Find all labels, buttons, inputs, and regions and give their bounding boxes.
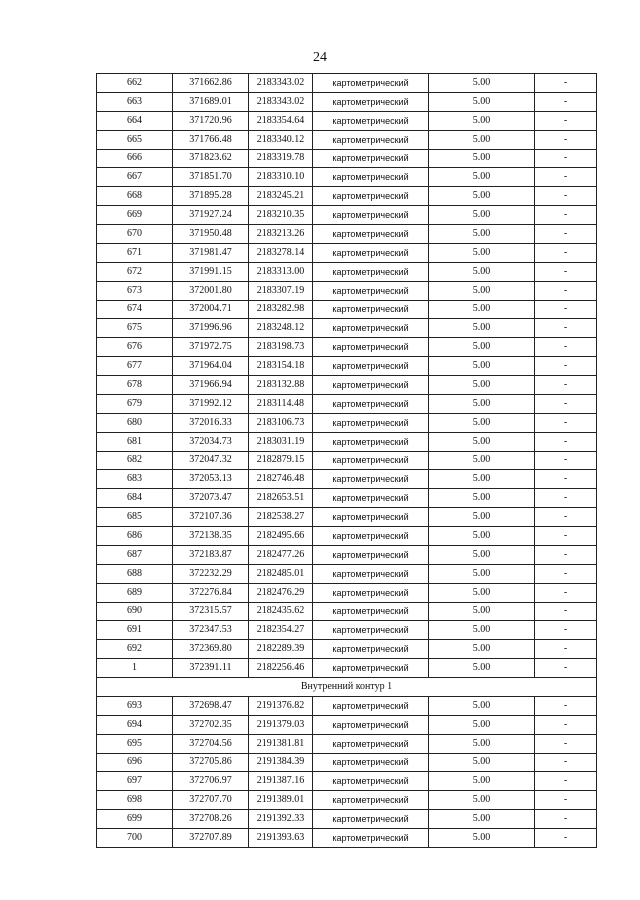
x-coordinate-cell: 372706.97	[173, 772, 249, 791]
point-number-cell: 695	[97, 734, 173, 753]
note-cell: -	[535, 621, 597, 640]
x-coordinate-cell: 372347.53	[173, 621, 249, 640]
method-cell: картометрический	[313, 602, 429, 621]
accuracy-cell: 5.00	[429, 432, 535, 451]
note-cell: -	[535, 772, 597, 791]
method-cell: картометрический	[313, 338, 429, 357]
y-coordinate-cell: 2191384.39	[249, 753, 313, 772]
method-cell: картометрический	[313, 715, 429, 734]
table-row	[97, 734, 597, 753]
y-coordinate-cell: 2182476.29	[249, 583, 313, 602]
point-number-cell: 664	[97, 111, 173, 130]
accuracy-cell: 5.00	[429, 791, 535, 810]
method-cell: картометрический	[313, 300, 429, 319]
coordinates-table-body	[97, 74, 597, 848]
x-coordinate-cell: 372702.35	[173, 715, 249, 734]
accuracy-cell: 5.00	[429, 149, 535, 168]
accuracy-cell: 5.00	[429, 696, 535, 715]
y-coordinate-cell: 2183248.12	[249, 319, 313, 338]
table-row	[97, 187, 597, 206]
table-row	[97, 621, 597, 640]
point-number-cell: 1	[97, 659, 173, 678]
accuracy-cell: 5.00	[429, 715, 535, 734]
y-coordinate-cell: 2182354.27	[249, 621, 313, 640]
table-row	[97, 413, 597, 432]
x-coordinate-cell: 372138.35	[173, 527, 249, 546]
note-cell: -	[535, 92, 597, 111]
y-coordinate-cell: 2191387.16	[249, 772, 313, 791]
point-number-cell: 674	[97, 300, 173, 319]
y-coordinate-cell: 2182538.27	[249, 508, 313, 527]
y-coordinate-cell: 2182485.01	[249, 564, 313, 583]
method-cell: картометрический	[313, 508, 429, 527]
accuracy-cell: 5.00	[429, 527, 535, 546]
x-coordinate-cell: 371972.75	[173, 338, 249, 357]
table-row	[97, 489, 597, 508]
accuracy-cell: 5.00	[429, 338, 535, 357]
point-number-cell: 700	[97, 829, 173, 848]
note-cell: -	[535, 602, 597, 621]
method-cell: картометрический	[313, 319, 429, 338]
table-row	[97, 225, 597, 244]
accuracy-cell: 5.00	[429, 243, 535, 262]
accuracy-cell: 5.00	[429, 319, 535, 338]
method-cell: картометрический	[313, 206, 429, 225]
point-number-cell: 687	[97, 545, 173, 564]
accuracy-cell: 5.00	[429, 225, 535, 244]
table-row	[97, 168, 597, 187]
y-coordinate-cell: 2182477.26	[249, 545, 313, 564]
x-coordinate-cell: 372707.70	[173, 791, 249, 810]
method-cell: картометрический	[313, 451, 429, 470]
point-number-cell: 667	[97, 168, 173, 187]
note-cell: -	[535, 810, 597, 829]
note-cell: -	[535, 564, 597, 583]
note-cell: -	[535, 357, 597, 376]
table-row	[97, 810, 597, 829]
x-coordinate-cell: 372391.11	[173, 659, 249, 678]
point-number-cell: 663	[97, 92, 173, 111]
y-coordinate-cell: 2182495.66	[249, 527, 313, 546]
point-number-cell: 694	[97, 715, 173, 734]
table-row	[97, 300, 597, 319]
method-cell: картометрический	[313, 734, 429, 753]
method-cell: картометрический	[313, 262, 429, 281]
note-cell: -	[535, 206, 597, 225]
accuracy-cell: 5.00	[429, 564, 535, 583]
accuracy-cell: 5.00	[429, 753, 535, 772]
method-cell: картометрический	[313, 810, 429, 829]
method-cell: картометрический	[313, 111, 429, 130]
y-coordinate-cell: 2183354.64	[249, 111, 313, 130]
note-cell: -	[535, 319, 597, 338]
note-cell: -	[535, 376, 597, 395]
point-number-cell: 668	[97, 187, 173, 206]
note-cell: -	[535, 262, 597, 281]
x-coordinate-cell: 371766.48	[173, 130, 249, 149]
table-row	[97, 357, 597, 376]
point-number-cell: 686	[97, 527, 173, 546]
x-coordinate-cell: 372016.33	[173, 413, 249, 432]
point-number-cell: 681	[97, 432, 173, 451]
point-number-cell: 680	[97, 413, 173, 432]
point-number-cell: 676	[97, 338, 173, 357]
point-number-cell: 690	[97, 602, 173, 621]
table-row	[97, 791, 597, 810]
method-cell: картометрический	[313, 74, 429, 93]
accuracy-cell: 5.00	[429, 206, 535, 225]
note-cell: -	[535, 149, 597, 168]
accuracy-cell: 5.00	[429, 413, 535, 432]
method-cell: картометрический	[313, 243, 429, 262]
point-number-cell: 685	[97, 508, 173, 527]
point-number-cell: 678	[97, 376, 173, 395]
x-coordinate-cell: 372232.29	[173, 564, 249, 583]
x-coordinate-cell: 372698.47	[173, 696, 249, 715]
note-cell: -	[535, 243, 597, 262]
x-coordinate-cell: 372107.36	[173, 508, 249, 527]
table-row	[97, 715, 597, 734]
point-number-cell: 673	[97, 281, 173, 300]
table-row	[97, 583, 597, 602]
table-row	[97, 696, 597, 715]
table-row	[97, 470, 597, 489]
point-number-cell: 675	[97, 319, 173, 338]
note-cell: -	[535, 659, 597, 678]
point-number-cell: 683	[97, 470, 173, 489]
y-coordinate-cell: 2183307.19	[249, 281, 313, 300]
note-cell: -	[535, 470, 597, 489]
point-number-cell: 677	[97, 357, 173, 376]
y-coordinate-cell: 2183132.88	[249, 376, 313, 395]
method-cell: картометрический	[313, 564, 429, 583]
y-coordinate-cell: 2191392.33	[249, 810, 313, 829]
accuracy-cell: 5.00	[429, 168, 535, 187]
y-coordinate-cell: 2191376.82	[249, 696, 313, 715]
y-coordinate-cell: 2182746.48	[249, 470, 313, 489]
point-number-cell: 699	[97, 810, 173, 829]
table-row	[97, 753, 597, 772]
point-number-cell: 669	[97, 206, 173, 225]
table-row	[97, 545, 597, 564]
y-coordinate-cell: 2191393.63	[249, 829, 313, 848]
y-coordinate-cell: 2182435.62	[249, 602, 313, 621]
x-coordinate-cell: 372053.13	[173, 470, 249, 489]
table-row	[97, 319, 597, 338]
method-cell: картометрический	[313, 829, 429, 848]
table-row	[97, 432, 597, 451]
method-cell: картометрический	[313, 92, 429, 111]
method-cell: картометрический	[313, 527, 429, 546]
method-cell: картометрический	[313, 753, 429, 772]
note-cell: -	[535, 432, 597, 451]
x-coordinate-cell: 372073.47	[173, 489, 249, 508]
table-row	[97, 338, 597, 357]
point-number-cell: 693	[97, 696, 173, 715]
note-cell: -	[535, 394, 597, 413]
coordinates-table	[96, 73, 597, 848]
x-coordinate-cell: 372315.57	[173, 602, 249, 621]
accuracy-cell: 5.00	[429, 130, 535, 149]
point-number-cell: 697	[97, 772, 173, 791]
x-coordinate-cell: 371992.12	[173, 394, 249, 413]
table-row	[97, 281, 597, 300]
x-coordinate-cell: 372705.86	[173, 753, 249, 772]
note-cell: -	[535, 489, 597, 508]
table-row	[97, 451, 597, 470]
section-title: Внутренний контур 1	[97, 678, 597, 697]
point-number-cell: 662	[97, 74, 173, 93]
method-cell: картометрический	[313, 413, 429, 432]
table-row	[97, 92, 597, 111]
accuracy-cell: 5.00	[429, 829, 535, 848]
accuracy-cell: 5.00	[429, 92, 535, 111]
method-cell: картометрический	[313, 696, 429, 715]
x-coordinate-cell: 371720.96	[173, 111, 249, 130]
table-row	[97, 376, 597, 395]
x-coordinate-cell: 371991.15	[173, 262, 249, 281]
note-cell: -	[535, 696, 597, 715]
note-cell: -	[535, 281, 597, 300]
x-coordinate-cell: 371966.94	[173, 376, 249, 395]
y-coordinate-cell: 2183340.12	[249, 130, 313, 149]
y-coordinate-cell: 2183210.35	[249, 206, 313, 225]
point-number-cell: 670	[97, 225, 173, 244]
note-cell: -	[535, 338, 597, 357]
method-cell: картометрический	[313, 187, 429, 206]
note-cell: -	[535, 734, 597, 753]
note-cell: -	[535, 583, 597, 602]
method-cell: картометрический	[313, 470, 429, 489]
point-number-cell: 684	[97, 489, 173, 508]
accuracy-cell: 5.00	[429, 74, 535, 93]
note-cell: -	[535, 791, 597, 810]
table-row	[97, 149, 597, 168]
x-coordinate-cell: 372047.32	[173, 451, 249, 470]
point-number-cell: 665	[97, 130, 173, 149]
y-coordinate-cell: 2182653.51	[249, 489, 313, 508]
note-cell: -	[535, 829, 597, 848]
table-row	[97, 772, 597, 791]
accuracy-cell: 5.00	[429, 394, 535, 413]
x-coordinate-cell: 372001.80	[173, 281, 249, 300]
x-coordinate-cell: 372004.71	[173, 300, 249, 319]
accuracy-cell: 5.00	[429, 545, 535, 564]
y-coordinate-cell: 2183031.19	[249, 432, 313, 451]
y-coordinate-cell: 2183282.98	[249, 300, 313, 319]
table-row	[97, 130, 597, 149]
method-cell: картометрический	[313, 130, 429, 149]
x-coordinate-cell: 372704.56	[173, 734, 249, 753]
x-coordinate-cell: 371662.86	[173, 74, 249, 93]
accuracy-cell: 5.00	[429, 772, 535, 791]
accuracy-cell: 5.00	[429, 451, 535, 470]
table-row	[97, 640, 597, 659]
method-cell: картометрический	[313, 659, 429, 678]
section-row	[97, 678, 597, 697]
point-number-cell: 698	[97, 791, 173, 810]
accuracy-cell: 5.00	[429, 810, 535, 829]
accuracy-cell: 5.00	[429, 640, 535, 659]
table-row	[97, 243, 597, 262]
note-cell: -	[535, 413, 597, 432]
point-number-cell: 679	[97, 394, 173, 413]
note-cell: -	[535, 74, 597, 93]
y-coordinate-cell: 2183245.21	[249, 187, 313, 206]
point-number-cell: 672	[97, 262, 173, 281]
accuracy-cell: 5.00	[429, 659, 535, 678]
note-cell: -	[535, 508, 597, 527]
table-row	[97, 262, 597, 281]
x-coordinate-cell: 371996.96	[173, 319, 249, 338]
accuracy-cell: 5.00	[429, 281, 535, 300]
page-number: 24	[313, 50, 327, 65]
table-row	[97, 602, 597, 621]
accuracy-cell: 5.00	[429, 470, 535, 489]
note-cell: -	[535, 225, 597, 244]
note-cell: -	[535, 187, 597, 206]
accuracy-cell: 5.00	[429, 300, 535, 319]
point-number-cell: 671	[97, 243, 173, 262]
x-coordinate-cell: 372707.89	[173, 829, 249, 848]
note-cell: -	[535, 715, 597, 734]
y-coordinate-cell: 2183319.78	[249, 149, 313, 168]
table-row	[97, 564, 597, 583]
method-cell: картометрический	[313, 583, 429, 602]
accuracy-cell: 5.00	[429, 621, 535, 640]
table-row	[97, 206, 597, 225]
point-number-cell: 666	[97, 149, 173, 168]
method-cell: картометрический	[313, 772, 429, 791]
point-number-cell: 682	[97, 451, 173, 470]
note-cell: -	[535, 640, 597, 659]
accuracy-cell: 5.00	[429, 262, 535, 281]
point-number-cell: 692	[97, 640, 173, 659]
x-coordinate-cell: 371851.70	[173, 168, 249, 187]
y-coordinate-cell: 2191379.03	[249, 715, 313, 734]
note-cell: -	[535, 130, 597, 149]
note-cell: -	[535, 168, 597, 187]
method-cell: картометрический	[313, 149, 429, 168]
table-row	[97, 829, 597, 848]
y-coordinate-cell: 2191381.81	[249, 734, 313, 753]
x-coordinate-cell: 371950.48	[173, 225, 249, 244]
accuracy-cell: 5.00	[429, 489, 535, 508]
method-cell: картометрический	[313, 357, 429, 376]
method-cell: картометрический	[313, 621, 429, 640]
y-coordinate-cell: 2183106.73	[249, 413, 313, 432]
note-cell: -	[535, 527, 597, 546]
y-coordinate-cell: 2191389.01	[249, 791, 313, 810]
method-cell: картометрический	[313, 545, 429, 564]
y-coordinate-cell: 2183343.02	[249, 92, 313, 111]
x-coordinate-cell: 371689.01	[173, 92, 249, 111]
method-cell: картометрический	[313, 640, 429, 659]
note-cell: -	[535, 451, 597, 470]
x-coordinate-cell: 371981.47	[173, 243, 249, 262]
y-coordinate-cell: 2182879.15	[249, 451, 313, 470]
accuracy-cell: 5.00	[429, 357, 535, 376]
x-coordinate-cell: 371823.62	[173, 149, 249, 168]
x-coordinate-cell: 372708.26	[173, 810, 249, 829]
y-coordinate-cell: 2182289.39	[249, 640, 313, 659]
table-row	[97, 508, 597, 527]
y-coordinate-cell: 2183278.14	[249, 243, 313, 262]
accuracy-cell: 5.00	[429, 508, 535, 527]
x-coordinate-cell: 372369.80	[173, 640, 249, 659]
note-cell: -	[535, 111, 597, 130]
method-cell: картометрический	[313, 489, 429, 508]
x-coordinate-cell: 372276.84	[173, 583, 249, 602]
x-coordinate-cell: 372183.87	[173, 545, 249, 564]
accuracy-cell: 5.00	[429, 187, 535, 206]
accuracy-cell: 5.00	[429, 376, 535, 395]
method-cell: картометрический	[313, 394, 429, 413]
point-number-cell: 689	[97, 583, 173, 602]
table-row	[97, 527, 597, 546]
table-row	[97, 111, 597, 130]
y-coordinate-cell: 2183213.26	[249, 225, 313, 244]
note-cell: -	[535, 753, 597, 772]
point-number-cell: 691	[97, 621, 173, 640]
table-row	[97, 74, 597, 93]
accuracy-cell: 5.00	[429, 734, 535, 753]
table-row	[97, 659, 597, 678]
method-cell: картометрический	[313, 791, 429, 810]
y-coordinate-cell: 2183198.73	[249, 338, 313, 357]
method-cell: картометрический	[313, 225, 429, 244]
y-coordinate-cell: 2183313.00	[249, 262, 313, 281]
note-cell: -	[535, 545, 597, 564]
accuracy-cell: 5.00	[429, 111, 535, 130]
x-coordinate-cell: 372034.73	[173, 432, 249, 451]
method-cell: картометрический	[313, 376, 429, 395]
y-coordinate-cell: 2183154.18	[249, 357, 313, 376]
method-cell: картометрический	[313, 168, 429, 187]
x-coordinate-cell: 371964.04	[173, 357, 249, 376]
x-coordinate-cell: 371927.24	[173, 206, 249, 225]
y-coordinate-cell: 2183310.10	[249, 168, 313, 187]
note-cell: -	[535, 300, 597, 319]
method-cell: картометрический	[313, 432, 429, 451]
y-coordinate-cell: 2182256.46	[249, 659, 313, 678]
point-number-cell: 688	[97, 564, 173, 583]
y-coordinate-cell: 2183114.48	[249, 394, 313, 413]
point-number-cell: 696	[97, 753, 173, 772]
accuracy-cell: 5.00	[429, 583, 535, 602]
table-row	[97, 394, 597, 413]
accuracy-cell: 5.00	[429, 602, 535, 621]
x-coordinate-cell: 371895.28	[173, 187, 249, 206]
y-coordinate-cell: 2183343.02	[249, 74, 313, 93]
method-cell: картометрический	[313, 281, 429, 300]
